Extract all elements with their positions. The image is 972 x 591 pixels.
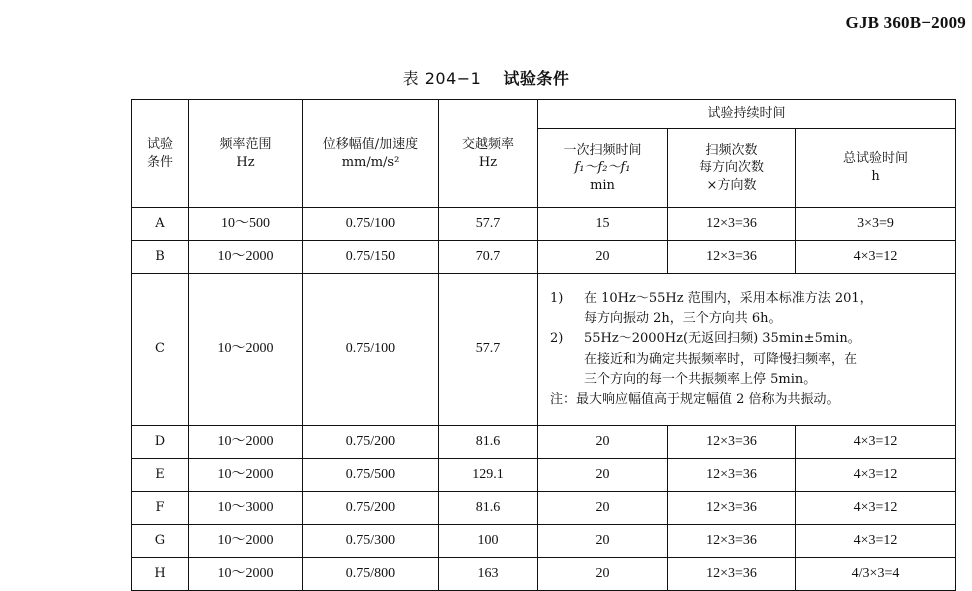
cell-condition: F — [132, 492, 189, 525]
cell-condition: G — [132, 525, 189, 558]
cell-freq-range: 10～2000 — [189, 525, 303, 558]
table-row — [132, 274, 956, 426]
cell-sweep-count: 12×3=36 — [668, 459, 796, 492]
cell-amplitude: 0.75/200 — [303, 426, 439, 459]
cell-crossover: 129.1 — [439, 459, 538, 492]
cell-total-time: 4×3=12 — [796, 492, 956, 525]
note-item-1-cont: 每方向振动 2h，三个方向共 6h。 — [584, 311, 782, 327]
cell-crossover: 81.6 — [439, 492, 538, 525]
cell-amplitude: 0.75/800 — [303, 558, 439, 591]
cell-crossover: 70.7 — [439, 241, 538, 274]
cell-crossover: 57.7 — [439, 274, 538, 426]
cell-amplitude: 0.75/100 — [303, 208, 439, 241]
cell-sweep-time: 20 — [538, 525, 668, 558]
cell-condition: C — [132, 274, 189, 426]
cell-freq-range: 10～3000 — [189, 492, 303, 525]
cell-sweep-count: 12×3=36 — [668, 525, 796, 558]
header-crossover: 交越频率 Hz — [439, 100, 538, 208]
cell-amplitude: 0.75/200 — [303, 492, 439, 525]
cell-sweep-count: 12×3=36 — [668, 426, 796, 459]
cell-sweep-time: 15 — [538, 208, 668, 241]
table-row — [132, 426, 956, 459]
header-sweep-count: 扫频次数 每方向次数 ×方向数 — [668, 129, 796, 208]
cell-amplitude: 0.75/300 — [303, 525, 439, 558]
cell-total-time: 3×3=9 — [796, 208, 956, 241]
cell-crossover: 57.7 — [439, 208, 538, 241]
note-item-2-cont: 在接近和为确定共振频率时，可降慢扫频率，在 — [584, 351, 858, 367]
header-amplitude: 位移幅值/加速度 mm/m/s² — [303, 100, 439, 208]
cell-total-time: 4×3=12 — [796, 459, 956, 492]
condition-c-note — [538, 274, 956, 426]
cell-sweep-time: 20 — [538, 492, 668, 525]
header-total-time: 总试验时间 h — [796, 129, 956, 208]
table-caption — [0, 66, 972, 89]
cell-sweep-count: 12×3=36 — [668, 208, 796, 241]
cell-total-time: 4/3×3=4 — [796, 558, 956, 591]
test-conditions-table — [131, 99, 956, 591]
cell-freq-range: 10～2000 — [189, 274, 303, 426]
cell-freq-range: 10～2000 — [189, 459, 303, 492]
header-duration-group: 试验持续时间 — [538, 100, 956, 129]
cell-condition: A — [132, 208, 189, 241]
cell-crossover: 100 — [439, 525, 538, 558]
cell-sweep-time: 20 — [538, 558, 668, 591]
cell-crossover: 163 — [439, 558, 538, 591]
cell-amplitude: 0.75/500 — [303, 459, 439, 492]
cell-sweep-count: 12×3=36 — [668, 241, 796, 274]
standard-code: GJB 360B−2009 — [845, 13, 966, 32]
cell-sweep-time: 20 — [538, 241, 668, 274]
table-row — [132, 208, 956, 241]
table-number: 表 204−1 — [402, 69, 482, 88]
header-row-1 — [132, 100, 956, 129]
cell-total-time: 4×3=12 — [796, 241, 956, 274]
cell-condition: D — [132, 426, 189, 459]
cell-freq-range: 10～2000 — [189, 426, 303, 459]
note-footnote: 注：最大响应幅值高于规定幅值 2 倍称为共振动。 — [550, 391, 840, 407]
cell-condition: H — [132, 558, 189, 591]
cell-crossover: 81.6 — [439, 426, 538, 459]
cell-sweep-time: 20 — [538, 459, 668, 492]
header-sweep-time: 一次扫频时间 f₁～f₂～f₁ min — [538, 129, 668, 208]
cell-condition: B — [132, 241, 189, 274]
cell-sweep-count: 12×3=36 — [668, 492, 796, 525]
cell-freq-range: 10～2000 — [189, 558, 303, 591]
cell-sweep-count: 12×3=36 — [668, 558, 796, 591]
note-item-1: 1) 在 10Hz～55Hz 范围内，采用本标准方法 201， — [550, 291, 873, 307]
table-row — [132, 525, 956, 558]
cell-total-time: 4×3=12 — [796, 525, 956, 558]
note-item-2-cont: 三个方向的每一个共振频率上停 5min。 — [584, 371, 817, 387]
header-condition: 试验 条件 — [132, 100, 189, 208]
table-row — [132, 459, 956, 492]
cell-freq-range: 10～2000 — [189, 241, 303, 274]
header-freq-range: 频率范围 Hz — [189, 100, 303, 208]
cell-freq-range: 10～500 — [189, 208, 303, 241]
cell-amplitude: 0.75/100 — [303, 274, 439, 426]
cell-condition: E — [132, 459, 189, 492]
table-row — [132, 241, 956, 274]
note-item-2: 2) 55Hz～2000Hz(无返回扫频) 35min±5min。 — [550, 331, 861, 347]
table-title: 试验条件 — [503, 69, 570, 88]
table-row — [132, 492, 956, 525]
cell-amplitude: 0.75/150 — [303, 241, 439, 274]
cell-sweep-time: 20 — [538, 426, 668, 459]
cell-total-time: 4×3=12 — [796, 426, 956, 459]
